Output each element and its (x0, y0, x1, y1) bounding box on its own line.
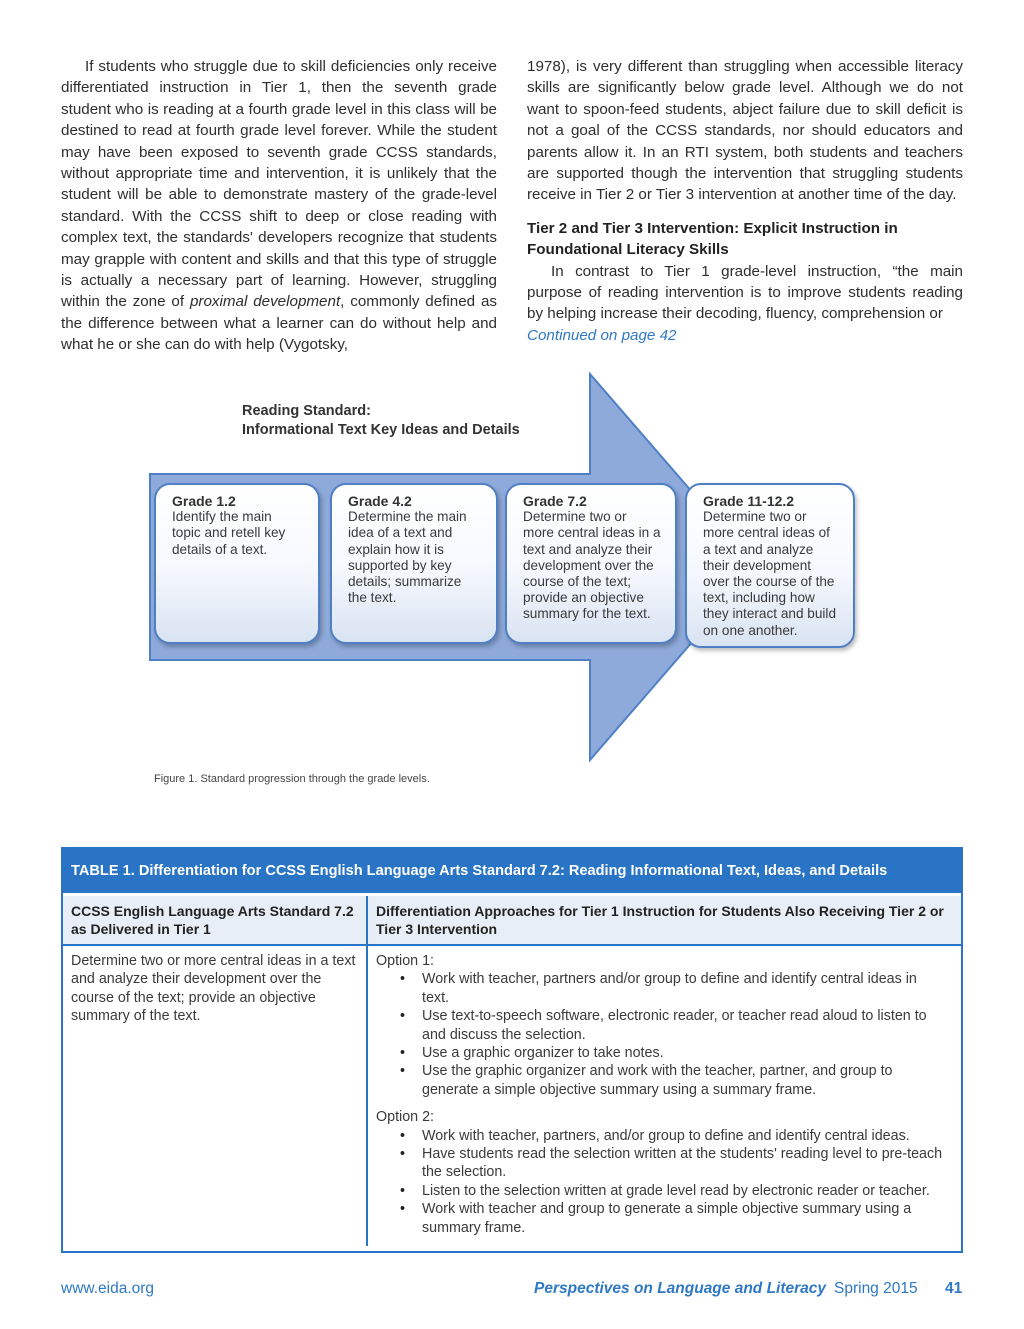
left-paragraph (61, 56, 497, 356)
table-header-col-2: Differentiation Approaches for Tier 1 Instruction for Students Also Receiving Tier 2 or Tier 3 Intervention (376, 903, 944, 937)
list-item: • Use a graphic organizer to take notes. (422, 1044, 953, 1062)
section-heading: Tier 2 and Tier 3 Intervention: Explicit Instruction in Foundational Literacy Skills (527, 219, 898, 259)
grade-box-text: Determine two or more central ideas in a text and analyze their development over the course of the text; provide an objective summary for the text. (523, 509, 661, 622)
right-paragraph-1: 1978), is very different than struggling when accessible literacy skills are significantly below grade level. Although we do not want to spoon-feed students, abject failure due to skill deficit is not a goal of the CCSS standards, nor should educators and parents allow it. In an RTI system, both students and teachers are supported though the intervention that struggling students receive in Tier 2 or Tier 3 intervention at another time of the day. (527, 58, 963, 204)
option-1-label: Option 1: (376, 953, 435, 969)
footer-journal-title: Perspectives on Language and Literacy (534, 1280, 827, 1297)
footer-season: Spring 2015 (834, 1280, 918, 1297)
table-header-row (63, 893, 961, 946)
grade-box-text: Determine two or more central ideas of a text and analyze their development over the course of the text, including how they interact and build on one another. (703, 509, 837, 638)
list-item: • Use the graphic organizer and work with the teacher, partner, and group to generate a simple objective summary using a summary frame. (422, 1062, 953, 1099)
continued-link[interactable]: Continued on page 42 (527, 326, 677, 344)
grade-box-1 (154, 483, 320, 644)
right-paragraph-2: In contrast to Tier 1 grade-level instruction, “the main purpose of reading intervention is to improve students reading by helping increase their decoding, fluency, comprehension or (527, 262, 963, 323)
list-item: • Work with teacher, partners and/or group to define and identify central ideas in text. (422, 970, 953, 1007)
figure-title-line-2: Informational Text Key Ideas and Details (242, 422, 520, 438)
grade-box-title: Grade 7.2 (523, 493, 587, 509)
differentiation-table (61, 847, 963, 1253)
grade-box-title: Grade 1.2 (172, 493, 236, 509)
list-item: • Have students read the selection written at the students' reading level to pre-teach the selection. (422, 1145, 953, 1182)
figure-caption: Figure 1. Standard progression through the grade levels. (154, 773, 430, 785)
paragraph-text-end: , commonly defined as the difference between what a learner can do without help and what he or she can do with help (Vygotsky, (61, 293, 498, 354)
grade-box-4 (685, 483, 855, 648)
grade-box-2 (330, 483, 498, 644)
option-2-label: Option 2: (376, 1109, 435, 1126)
grade-box-text: Determine the main idea of a text and explain how it is supported by key details; summarize the text. (348, 509, 467, 606)
list-item: • Listen to the selection written at grade level read by electronic reader or teacher. (422, 1182, 953, 1200)
emphasized-term: proximal development (189, 293, 341, 311)
left-text-column (61, 56, 497, 356)
table-cell-approaches (368, 946, 961, 1246)
figure-title-line-1: Reading Standard: (242, 403, 371, 419)
list-item: • Work with teacher, partners, and/or group to define and identify central ideas. (422, 1127, 953, 1145)
option-1-list (376, 970, 953, 1099)
option-2-list (376, 1127, 953, 1237)
standard-progression-figure (0, 370, 1024, 790)
list-item: • Work with teacher and group to generate a simple objective summary using a summary frame. (422, 1200, 953, 1237)
grade-box-title: Grade 4.2 (348, 493, 412, 509)
list-item: • Use text-to-speech software, electronic reader, or teacher read aloud to listen to and discuss the selection. (422, 1007, 953, 1044)
page-number: 41 (945, 1280, 963, 1297)
grade-box-3 (505, 483, 677, 644)
right-text-column (527, 56, 963, 346)
table-cell-standard: Determine two or more central ideas in a text and analyze their development over the course of the text; provide an objective summary of the text. (63, 946, 368, 1246)
footer-url[interactable]: www.eida.org (61, 1280, 155, 1297)
table-title: TABLE 1. Differentiation for CCSS English Language Arts Standard 7.2: Reading Informational Text, Ideas, and Details (63, 849, 961, 893)
paragraph-text: If students who struggle due to skill deficiencies only receive differentiated instruction in Tier 1, then the seventh grade student who is reading at a fourth grade level in this class will be destined to read at fourth grade level forever. While the student may have been exposed to seventh grade CCSS standards, without appropriate time and intervention, it is unlikely that the student will be able to demonstrate mastery of the grade-level standard. With the CCSS shift to deep or close reading with complex text, the standards' developers recognize that students may grapple with content and skills and that this type of struggle is actually a necessary part of learning. However, struggling within the zone of (61, 58, 497, 311)
table-header-col-1: CCSS English Language Arts Standard 7.2 as Delivered in Tier 1 (63, 896, 368, 944)
grade-box-title: Grade 11-12.2 (703, 493, 795, 509)
grade-box-text: Identify the main topic and retell key details of a text. (172, 509, 286, 557)
table-row (63, 946, 961, 1246)
figure-title (242, 402, 520, 440)
